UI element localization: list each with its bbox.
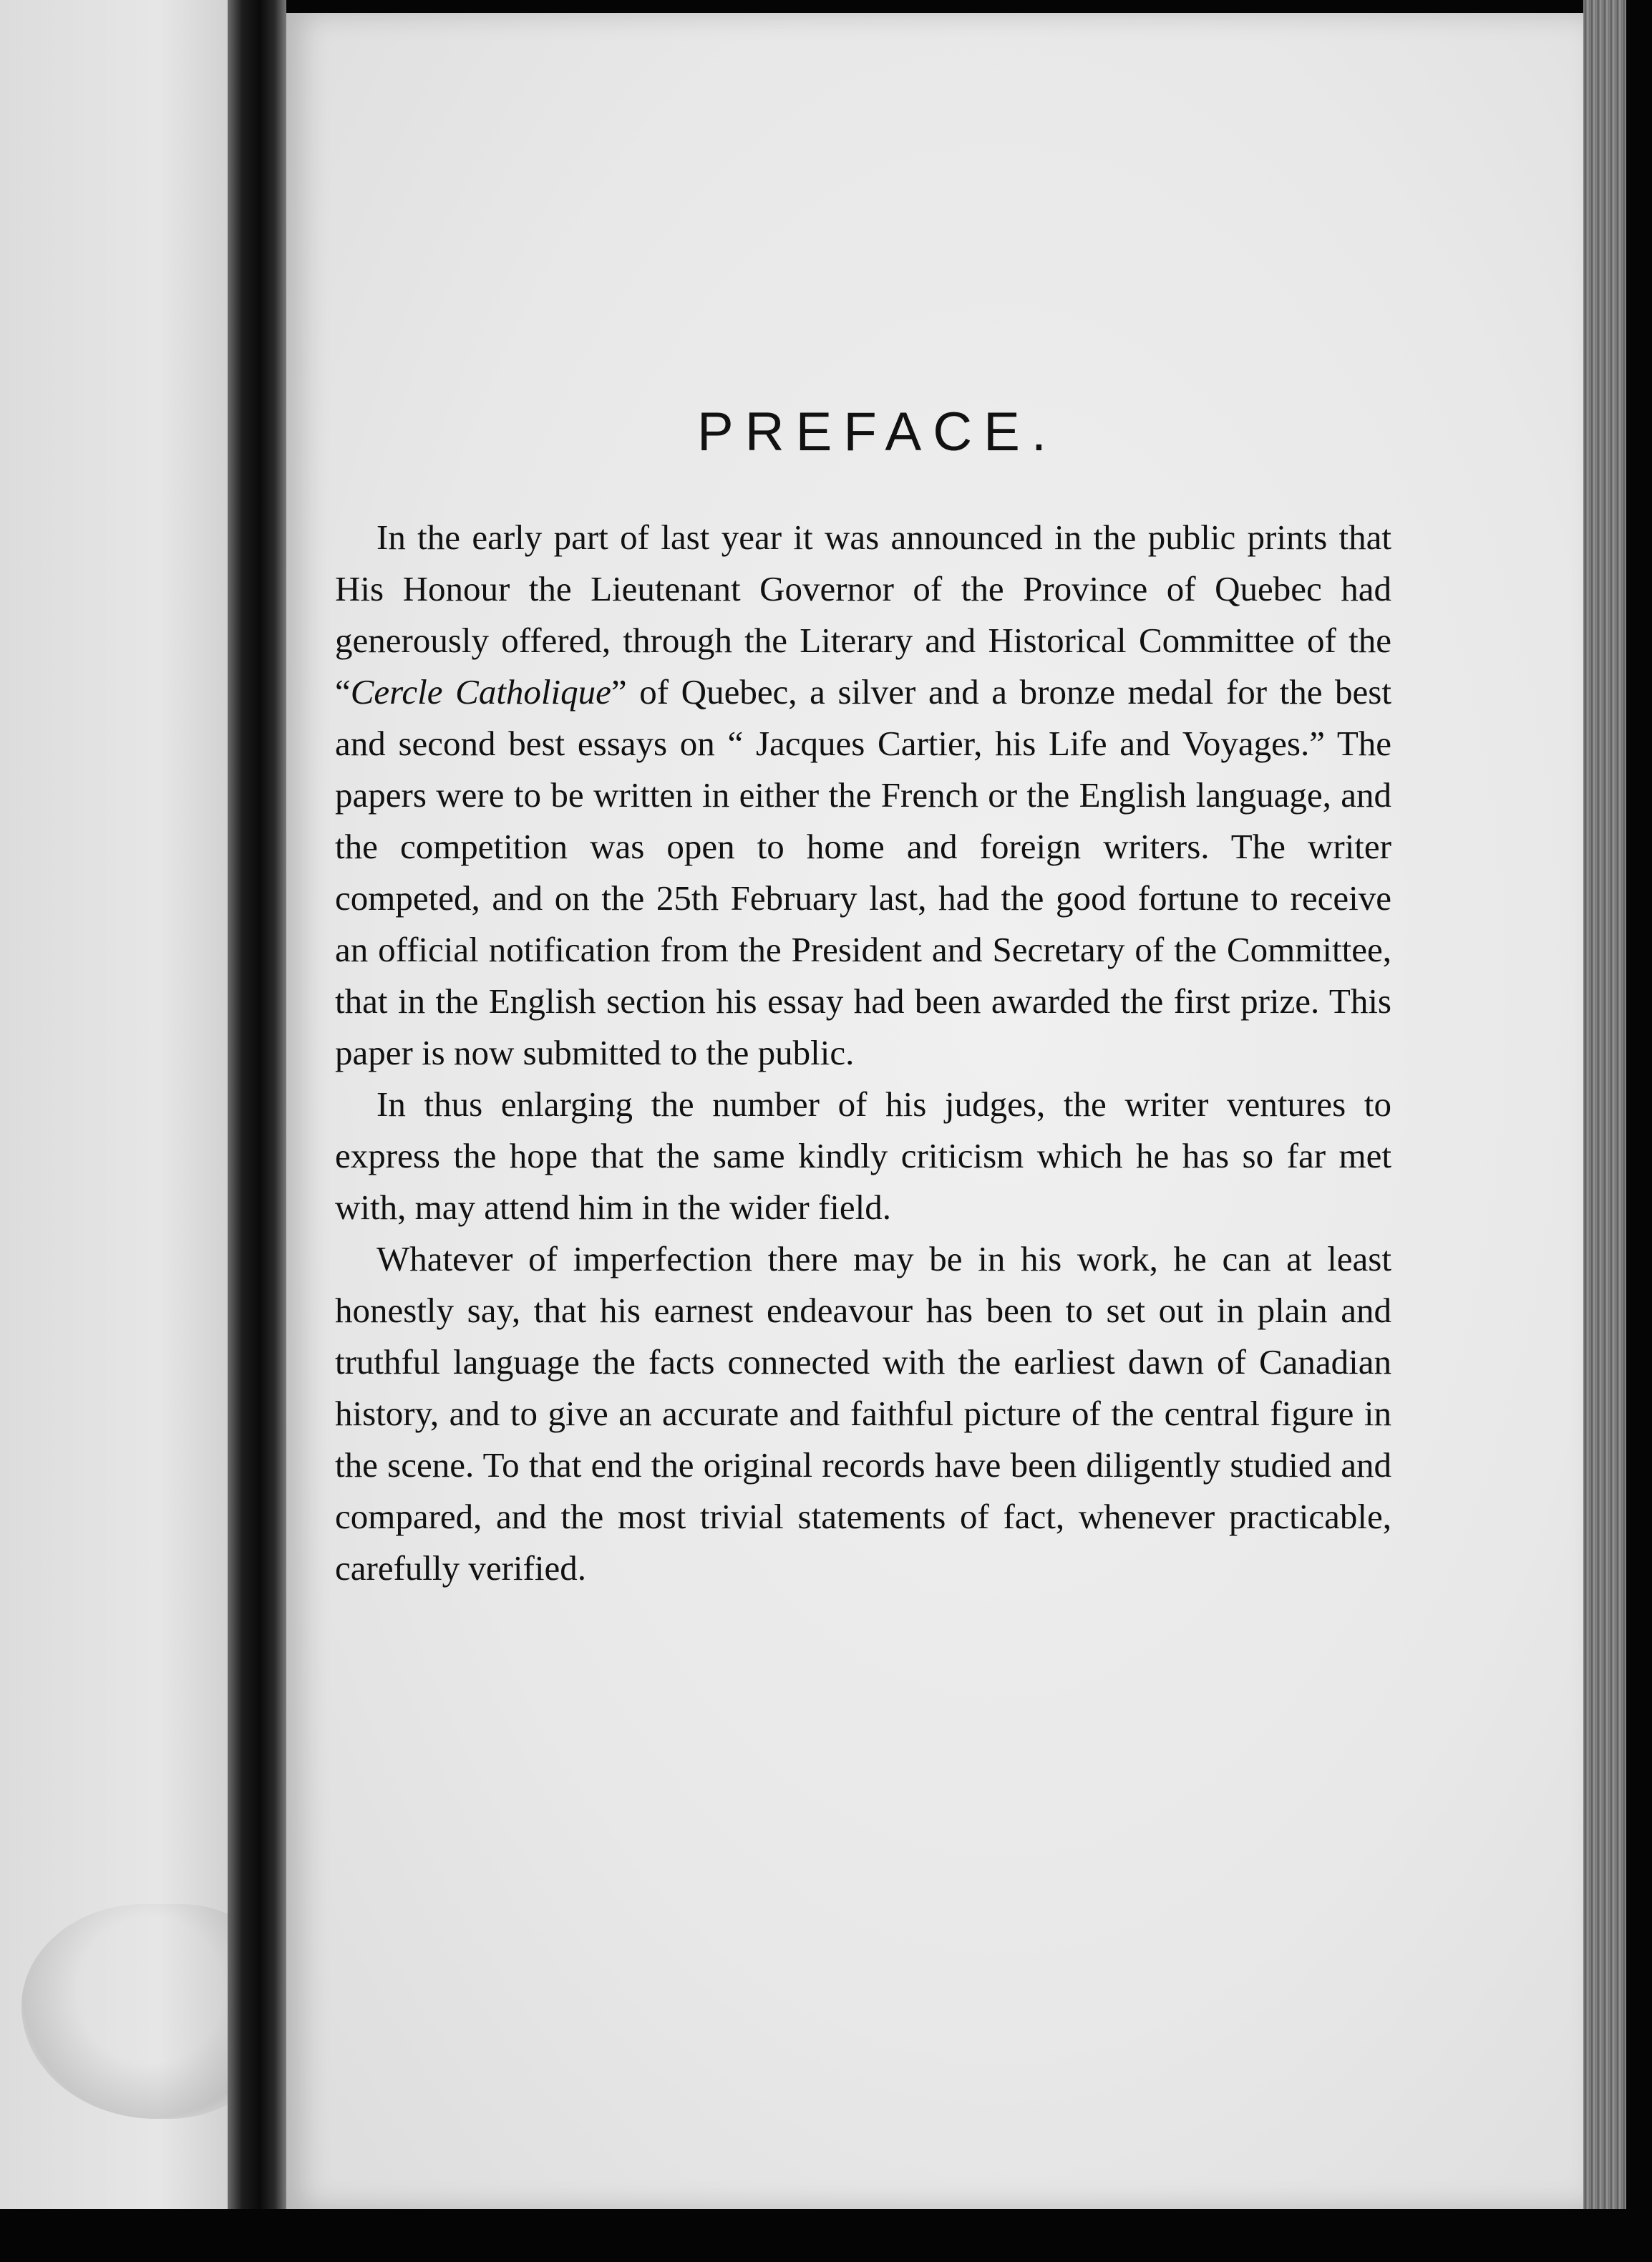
paragraph-1 bbox=[335, 512, 1391, 1079]
page-title: PREFACE. bbox=[697, 402, 1058, 462]
page-edges bbox=[1583, 0, 1626, 2262]
paragraph-1-after: ” of Quebec, a silver and a bronze medal for the best and second best essays on “ Jacques Cartier, his Life and Voyages.” The papers were to be written in either the French or the English language, and the competition was open to home and foreign writers. The writer competed, and on the 25th February last, had the good fortune to receive an official notification from the President and Secretary of the Committee, that in the English section his essay had been awarded the first prize. This paper is now submitted to the public. bbox=[335, 672, 1391, 1072]
preface-text-block bbox=[335, 401, 1391, 1594]
paragraph-1-italic: Cercle Catholique bbox=[350, 672, 611, 712]
paragraph-3: Whatever of imperfection there may be in his work, he can at least honestly say, that his earnest endeavour has been to set out in plain and truthful language the facts connected with the earliest dawn of Canadian history, and to give an accurate and faithful picture of the central figure in the scene. To that end the original records have been diligently studied and compared, and the most trivial statements of fact, whenever practicable, carefully verified. bbox=[335, 1239, 1391, 1588]
scan-border bbox=[0, 2209, 1652, 2262]
paragraph-1-before: In the early part of last year it was announced in the public prints that His Honour the Lieutenant Governor of the Province of Quebec had generously offered, through the Literary and Historical Committee of the “ bbox=[335, 518, 1391, 712]
book-gutter bbox=[228, 0, 286, 2262]
paragraph-2: In thus enlarging the number of his judges, the writer ventures to express the hope that the same kindly criticism which he has so far met with, may attend him in the wider field. bbox=[335, 1084, 1391, 1227]
